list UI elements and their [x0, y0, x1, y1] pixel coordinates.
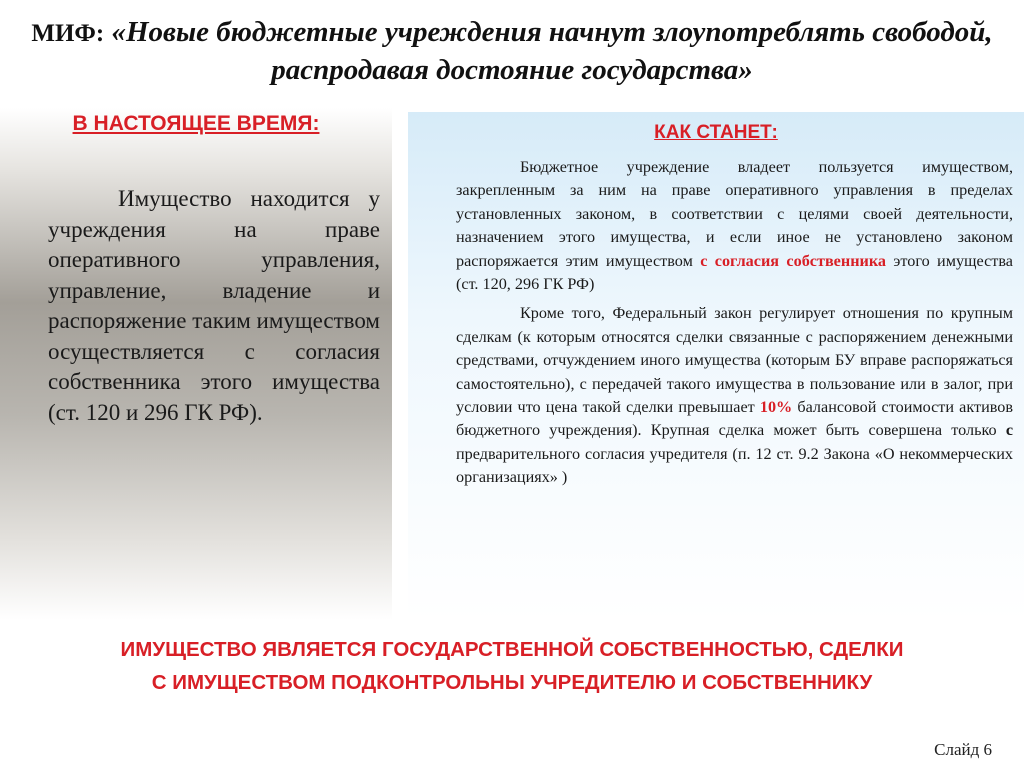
p2-text-c: предварительного согласия учредителя (п. 12 ст. 9.2 Закона «О некоммерческих организациях» )	[456, 444, 1013, 487]
conclusion-line-1: ИМУЩЕСТВО ЯВЛЯЕТСЯ ГОСУДАРСТВЕННОЙ СОБСТВЕННОСТЬЮ, СДЕЛКИ	[120, 638, 904, 661]
future-state-panel	[408, 112, 1024, 620]
current-state-text: Имущество находится у учреждения на праве оперативного управления, управление, владение и распоряжение таким имуществом осуществляется с согласия собственника этого имущества (ст. 120 и 296 ГК РФ).	[48, 186, 380, 425]
p1-highlight: с согласия собственника	[700, 251, 887, 270]
future-paragraph-1	[456, 156, 1013, 296]
future-state-text	[456, 156, 1013, 496]
slide-number: Слайд 6	[934, 740, 992, 759]
slide-title	[10, 14, 1014, 88]
title-prefix: МИФ:	[31, 20, 105, 47]
current-state-panel	[0, 108, 392, 620]
p2-bold: с	[1005, 421, 1013, 440]
conclusion-line-2: С ИМУЩЕСТВОМ ПОДКОНТРОЛЬНЫ УЧРЕДИТЕЛЮ И СОБСТВЕННИКУ	[151, 671, 873, 694]
p2-highlight: 10%	[759, 398, 793, 417]
title-quote: «Новые бюджетные учреждения начнут злоупотреблять свободой, распродавая достояние государства»	[111, 16, 993, 86]
p1-text-a: Бюджетное учреждение владеет пользуется имуществом, закрепленным за ним на праве оперативного управления в пределах установленных законом, в соответствии с целями своей деятельности, назначением этого имущества, и если иное не установлено законом распоряжается этим имуществом	[456, 158, 1013, 270]
p2-text-a: Кроме того, Федеральный закон регулирует отношения по крупным сделкам (к которым относятся сделки связанные с распоряжением денежными средствами, отчуждением иного имущества (которым БУ вправе распоряжаться самостоятельно), с передачей такого имущества в пользование или в залог, при условии что цена такой сделки превышает	[456, 304, 1013, 417]
current-state-header: В НАСТОЯЩЕЕ ВРЕМЯ:	[72, 112, 320, 135]
p1-text-b: этого имущества (ст. 120, 296 ГК РФ)	[456, 251, 1013, 294]
p2-text-b: балансовой стоимости активов бюджетного учреждения). Крупная сделка может быть совершена только	[456, 398, 1013, 440]
future-paragraph-2	[456, 302, 1013, 489]
conclusion-text	[10, 633, 1014, 699]
future-state-header: КАК СТАНЕТ:	[654, 122, 778, 143]
